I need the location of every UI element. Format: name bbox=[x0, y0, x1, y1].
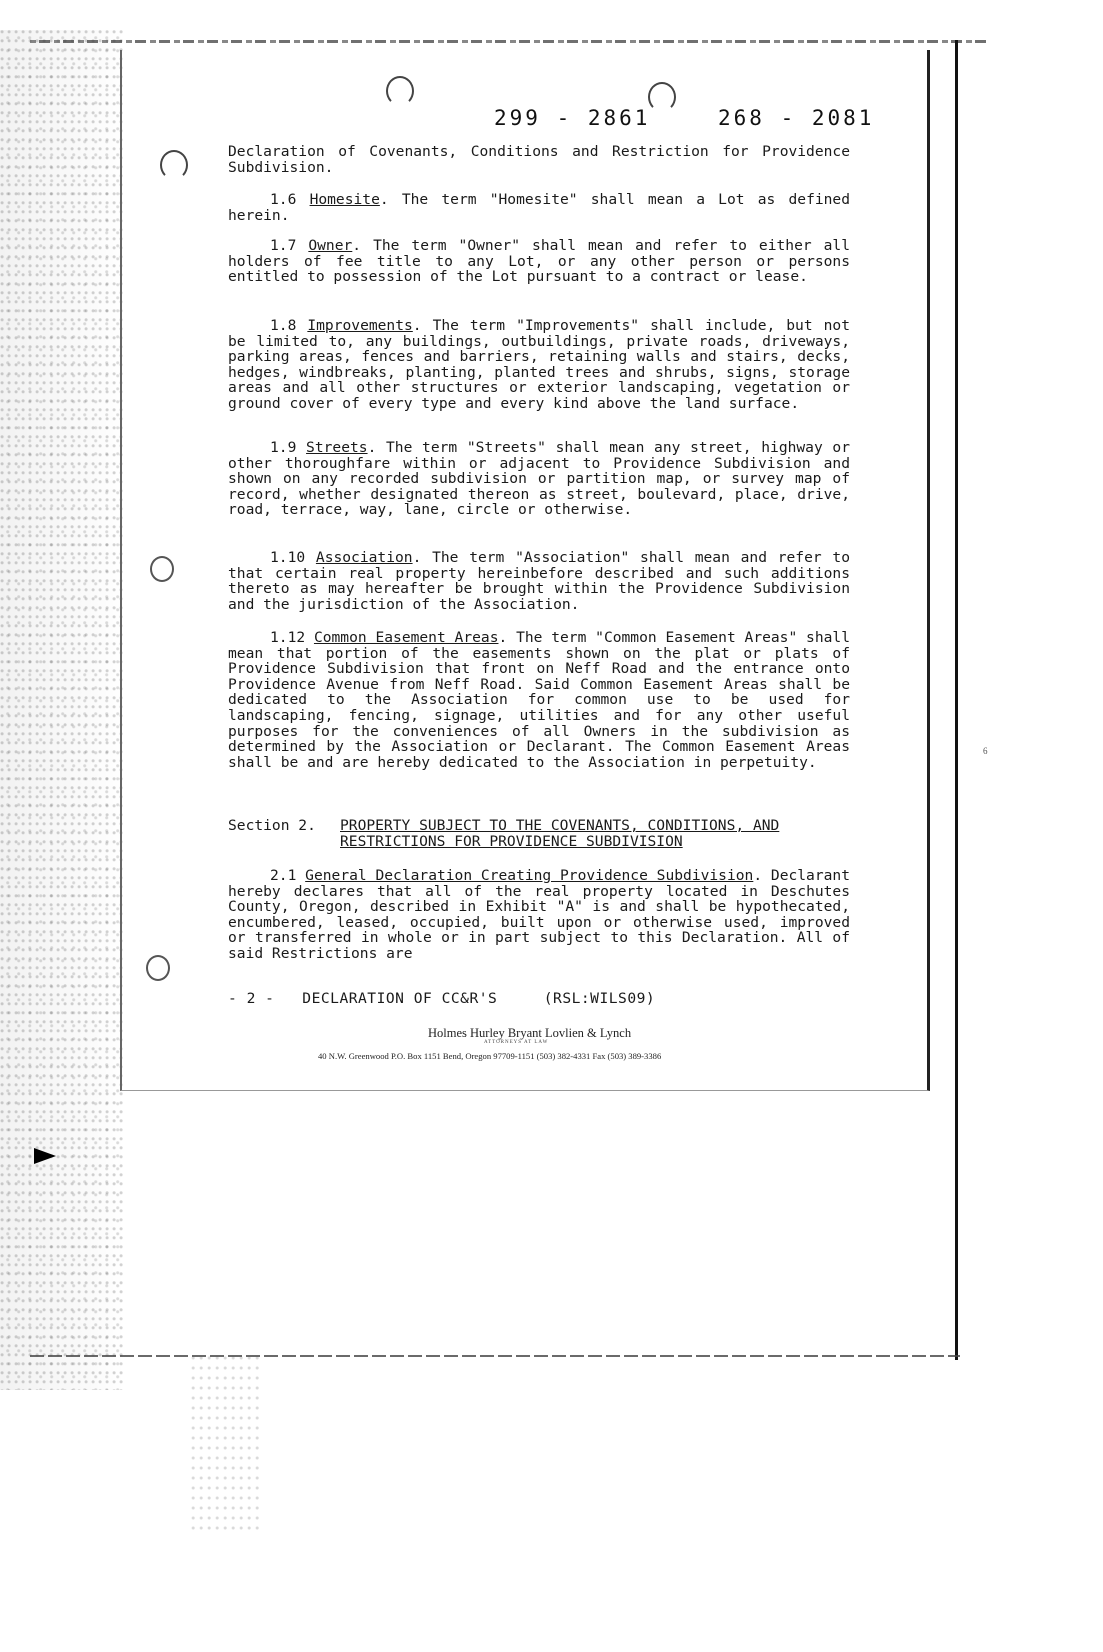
para-body: . The term "Homesite" shall mean a Lot as defined herein. bbox=[228, 191, 850, 224]
para-term: Streets bbox=[306, 439, 368, 456]
binder-clip-icon bbox=[34, 1148, 56, 1164]
para-body: . The term "Association" shall mean and refer to that certain real property hereinbefore described and such additions thereto as may hereafter be brought within the Providence Subdivision and the jurisdiction of the Association. bbox=[228, 549, 850, 613]
paragraph-1-8 bbox=[228, 318, 850, 412]
binder-bottom-edge bbox=[30, 1355, 960, 1357]
scan-noise-bottom bbox=[190, 1355, 260, 1535]
page-number: - 2 - bbox=[228, 990, 275, 1007]
page-footer bbox=[228, 990, 655, 1007]
para-number: 1.12 bbox=[270, 629, 306, 646]
firm-name: Holmes Hurley Bryant Lovlien & Lynch bbox=[428, 1026, 632, 1040]
paragraph-1-12 bbox=[228, 630, 850, 770]
binder-ring-icon bbox=[160, 150, 188, 180]
para-body: . Declarant hereby declares that all of the real property located in Deschutes County, Oregon, described in Exhibit "A" is and shall be hypothecated, encumbered, leased, occupied, built upon or otherwise used, improved or transferred in whole or in part subject to this Declaration. All of said Restrictions are bbox=[228, 867, 850, 962]
section-label: Section 2. bbox=[228, 817, 316, 834]
para-number: 1.6 bbox=[270, 191, 297, 208]
margin-mark: 6 bbox=[983, 746, 988, 756]
binder-ring-icon bbox=[386, 76, 414, 106]
para-body: . The term "Streets" shall mean any street, highway or other thoroughfare within or adjacent to Providence Subdivision and shown on any recorded subdivision or partition map, or survey map of record, whether designated thereon as street, boulevard, place, drive, road, terrace, way, lane, circle or otherwise. bbox=[228, 439, 850, 519]
paragraph-1-10 bbox=[228, 550, 850, 612]
scan-noise-left bbox=[0, 30, 125, 1390]
binder-right-edge bbox=[955, 40, 958, 1360]
para-body: . The term "Common Easement Areas" shall mean that portion of the easements shown on the plat or plats of Providence Subdivision that front on Neff Road and the entrance onto Providence Avenue from Neff Road. Said Common Easement Areas shall be dedicated to the Association for common use to be used for landscaping, fencing, signage, utilities and for any other useful purposes for the conveniences of all Owners in the subdivision as determined by the Association or Declarant. The Common Easement Areas shall be and are hereby dedicated to the Association in perpetuity. bbox=[228, 629, 850, 771]
footer-code: (RSL:WILS09) bbox=[543, 990, 656, 1007]
para-number: 1.7 bbox=[270, 237, 297, 254]
punch-hole-icon bbox=[150, 556, 174, 582]
para-term: Common Easement Areas bbox=[313, 629, 499, 646]
paragraph-2-1 bbox=[228, 868, 850, 962]
section-2-heading bbox=[228, 818, 850, 849]
firm-subtitle: ATTORNEYS AT LAW bbox=[484, 1040, 549, 1045]
para-term: Improvements bbox=[307, 317, 413, 334]
paragraph-1-9 bbox=[228, 440, 850, 518]
section-title bbox=[340, 818, 779, 849]
paragraph-1-6 bbox=[228, 192, 850, 223]
para-number: 1.10 bbox=[270, 549, 306, 566]
paragraph-1-7 bbox=[228, 238, 850, 285]
para-number: 1.8 bbox=[270, 317, 297, 334]
para-body: . The term "Improvements" shall include, but not be limited to, any buildings, outbuildings, private roads, driveways, parking areas, fences and barriers, retaining walls and stairs, decks, hedges, windbreaks, planting, planted trees and shrubs, signs, storage areas and all other structures or exterior landscaping, vegetation or ground cover of every type and every kind above the land surface. bbox=[228, 317, 850, 412]
header-continuation bbox=[228, 144, 850, 175]
header-text: Declaration of Covenants, Conditions and Restriction for Providence Subdivision. bbox=[228, 143, 850, 176]
recording-stamp-2: 268 - 2081 bbox=[718, 106, 875, 130]
para-term: Homesite bbox=[309, 191, 380, 208]
firm-address: 40 N.W. Greenwood P.O. Box 1151 Bend, Oregon 97709-1151 (503) 382-4331 Fax (503) 389-3386 bbox=[318, 1051, 662, 1061]
binder-ring-icon bbox=[648, 82, 676, 112]
section-title-line-2: RESTRICTIONS FOR PROVIDENCE SUBDIVISION bbox=[340, 832, 683, 850]
para-term: General Declaration Creating Providence Subdivision bbox=[305, 867, 754, 884]
punch-hole-icon bbox=[146, 955, 170, 981]
footer-doc-title: DECLARATION OF CC&R'S bbox=[302, 990, 498, 1007]
para-term: Owner bbox=[308, 237, 353, 254]
para-number: 1.9 bbox=[270, 439, 297, 456]
para-number: 2.1 bbox=[270, 867, 297, 884]
section-title-line-1: PROPERTY SUBJECT TO THE COVENANTS, CONDITIONS, AND bbox=[340, 817, 780, 834]
para-term: Association bbox=[315, 549, 413, 566]
recording-stamp-1: 299 - 2861 bbox=[494, 106, 651, 130]
para-body: . The term "Owner" shall mean and refer to either all holders of fee title to any Lot, or any other person or persons entitled to possession of the Lot pursuant to a contract or lease. bbox=[228, 237, 850, 286]
binder-top-edge bbox=[30, 40, 990, 43]
